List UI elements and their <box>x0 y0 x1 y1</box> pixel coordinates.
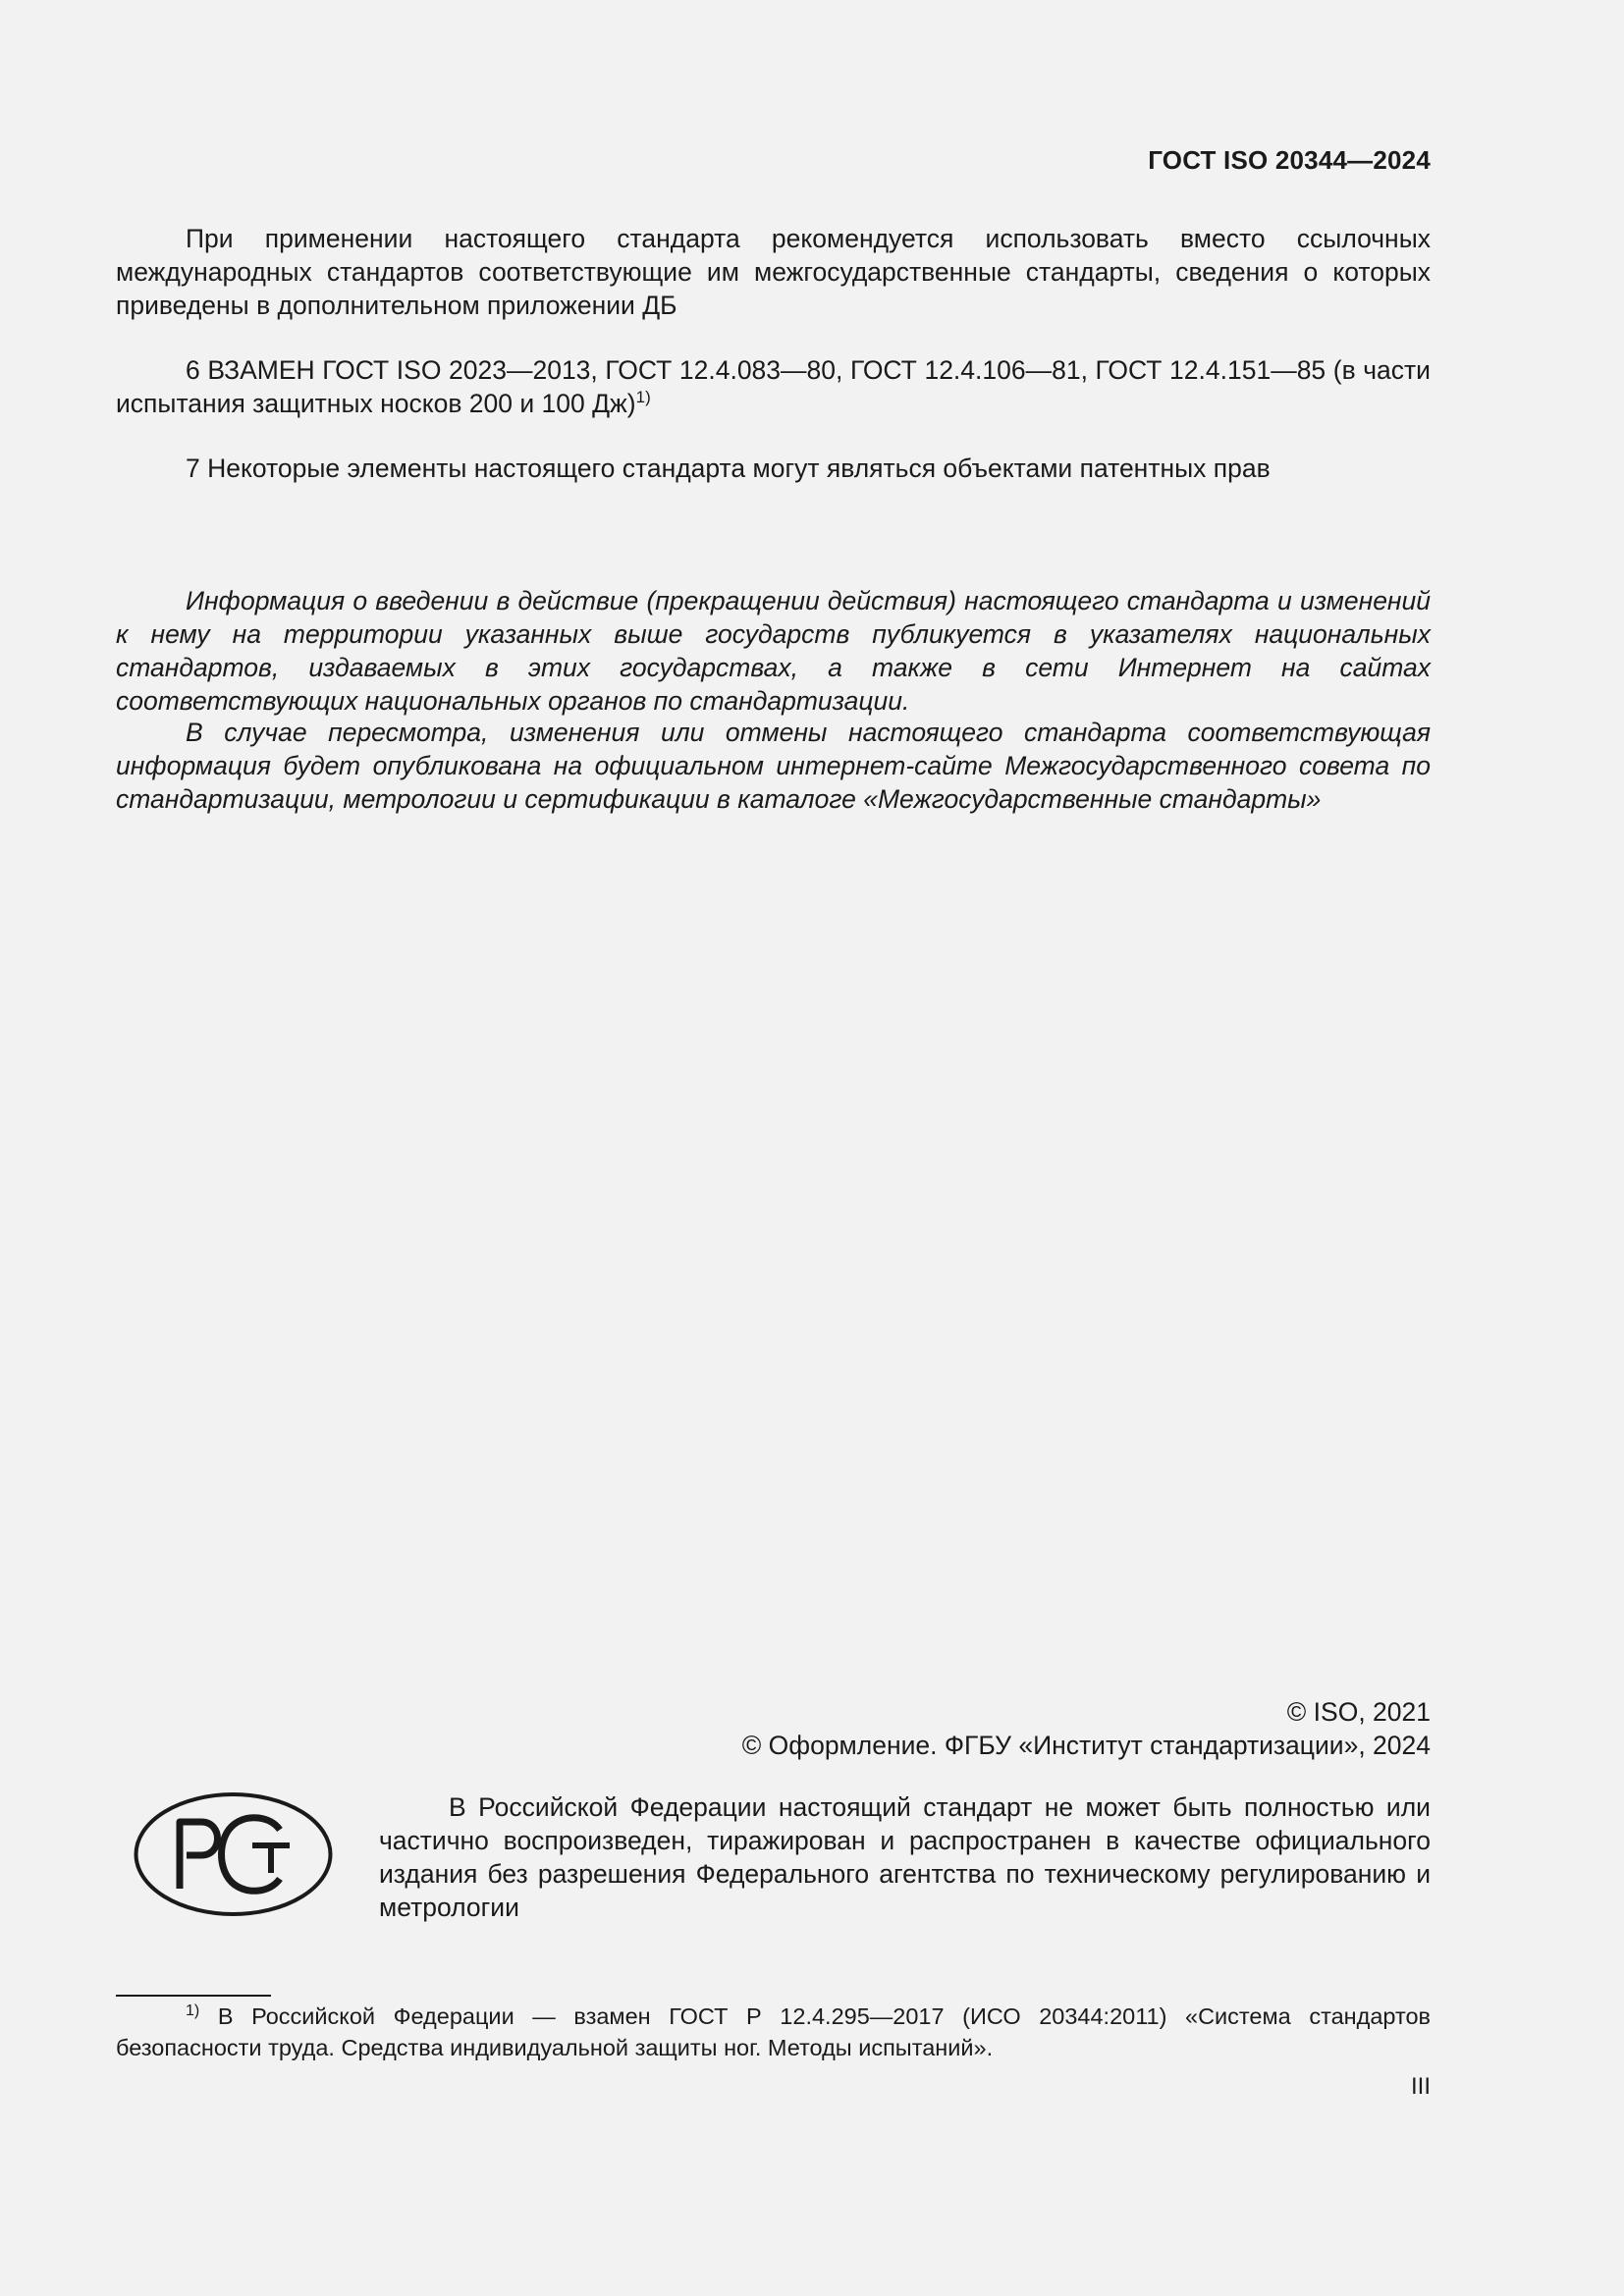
document-code-header: ГОСТ ISO 20344—2024 <box>1148 145 1431 175</box>
footnote-mark: 1) <box>186 2002 200 2020</box>
paragraph-reference-standards: При применении настоящего стандарта рекомендуется использовать вместо ссылочных международных стандартов соответствующие им межгосударственные стандарты, сведения о которых приведены в дополнительном приложении ДБ <box>116 224 1431 320</box>
paragraph-revision-notice: В случае пересмотра, изменения или отмены настоящего стандарта соответствующая информация будет опубликована на официальном интернет-сайте Межгосударственного совета по стандартизации, метрологии и сертификации в каталоге «Межгосударственные стандарты» <box>116 718 1431 814</box>
footnote-divider <box>116 1995 271 1997</box>
paragraph-patent-rights: 7 Некоторые элементы настоящего стандарта могут являться объектами патентных прав <box>186 454 1271 483</box>
page-number: III <box>1410 2073 1431 2100</box>
footnote-reference: 1) <box>635 388 651 407</box>
copyright-block <box>742 1695 1431 1762</box>
copyright-design: © Оформление. ФГБУ «Институт стандартизации», 2024 <box>741 1731 1431 1760</box>
paragraph-replaces <box>116 353 1431 420</box>
paragraph-replaces-text: 6 ВЗАМЕН ГОСТ ISO 2023—2013, ГОСТ 12.4.083—80, ГОСТ 12.4.106—81, ГОСТ 12.4.151—85 (в части испытания защитных носков 200 и 100 Дж) <box>116 355 1431 418</box>
footnote <box>116 2001 1431 2063</box>
copyright-iso: © ISO, 2021 <box>1286 1697 1431 1727</box>
footnote-text: В Российской Федерации — взамен ГОСТ Р 12.4.295—2017 (ИСО 20344:2011) «Система стандартов безопасности труда. Средства индивидуальной защиты ног. Методы испытаний». <box>116 2003 1432 2060</box>
rst-certification-mark-icon <box>133 1790 334 1918</box>
paragraph-information-notice: Информация о введении в действие (прекращении действия) настоящего стандарта и изменений к нему на территории указанных выше государств публикуется в указателях национальных стандартов, издаваемых в этих государствах, а также в сети Интернет на сайтах соответствующих национальных органов по стандартизации. <box>116 586 1431 716</box>
reproduction-notice: В Российской Федерации настоящий стандарт не может быть полностью или частично воспроизведен, тиражирован и распространен в качестве официального издания без разрешения Федерального агентства по техническому регулированию и метрологии <box>379 1792 1431 1922</box>
